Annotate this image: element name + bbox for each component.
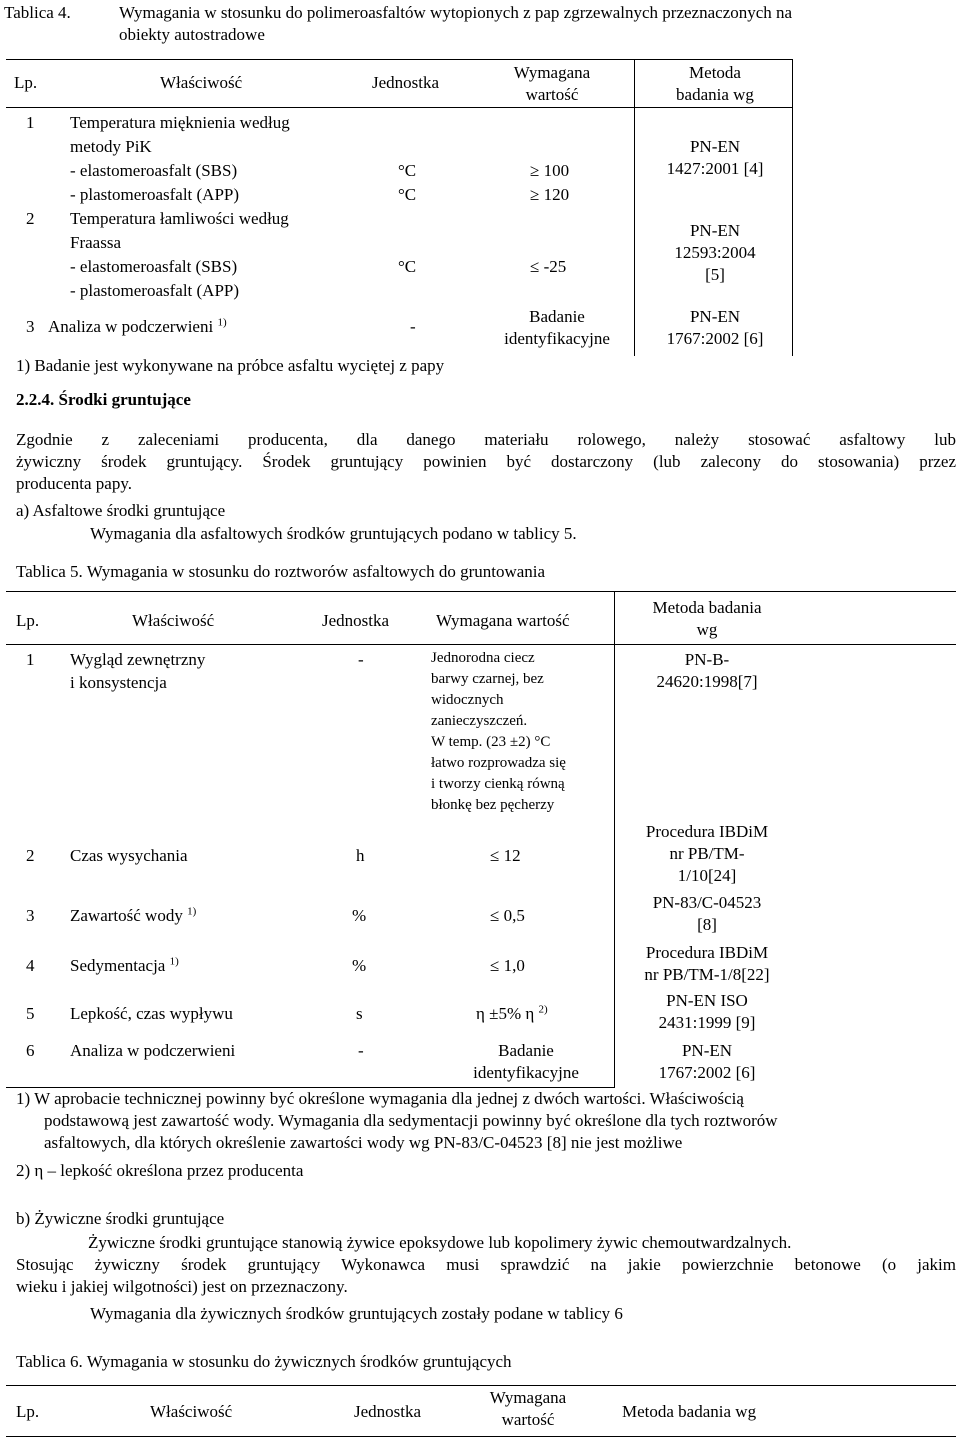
table6-header-rule <box>6 1436 956 1437</box>
table4-row3-num: 3 <box>26 317 35 336</box>
table5-row3-unit: % <box>352 906 367 925</box>
section-intro-paragraph <box>16 429 956 495</box>
table4-footnote: 1) Badanie jest wykonywane na próbce asfaltu wyciętej z papy <box>16 356 445 375</box>
table4-row3-unit: - <box>410 317 416 336</box>
table4-header-method-line1: Metoda <box>689 63 741 82</box>
table4-caption-text-1: Wymagania w stosunku do polimeroasfaltów wytopionych z pap zgrzewalnych przeznaczonych na <box>119 3 793 22</box>
table5-row4-name-text: Sedymentacja <box>70 956 166 975</box>
table5-header-property: Właściwość <box>132 611 215 630</box>
section-para-line-3: producenta papy. <box>16 474 132 493</box>
table4-row1-val-2: ≥ 120 <box>530 185 570 204</box>
table4-row3-method-1: PN-EN <box>689 307 741 326</box>
table5-row4-method-1: Procedura IBDiM <box>645 943 769 962</box>
table6-top-rule <box>6 1385 956 1386</box>
table4-row2-method-2: 12593:2004 <box>674 243 756 262</box>
table6-header-method: Metoda badania wg <box>622 1402 757 1421</box>
table5-header-rule <box>6 644 956 645</box>
table4-row3-value <box>480 306 634 350</box>
table5-row2-req: ≤ 12 <box>490 846 521 865</box>
table4-right-border <box>792 59 793 356</box>
table4-row1-unit-2: °C <box>398 185 417 204</box>
table5-row1-req-line-8: błonkę bez pęcherzy <box>431 797 555 813</box>
table4-row2-val: ≤ -25 <box>530 257 567 276</box>
table4-header-rule <box>6 107 793 108</box>
table4-row1-method-1: PN-EN <box>689 137 741 156</box>
table5-row4-name <box>70 955 179 977</box>
table5-row3-method <box>620 892 794 936</box>
table4-row2-method <box>640 220 790 286</box>
table5-row1-req-line-1: Jednorodna ciecz <box>431 650 535 666</box>
table5-note-1 <box>16 1088 956 1154</box>
table5-row1-name-1: Wygląd zewnętrzny <box>70 650 206 669</box>
subsection-b-line-3: wieku i jakiej wilgotności) jest on przeznaczony. <box>16 1277 348 1296</box>
table5-row3-footnote-mark: 1) <box>187 905 197 918</box>
table4-row3-name-text: Analiza w podczerwieni <box>48 317 214 336</box>
section-heading: 2.2.4. Środki gruntujące <box>16 390 191 409</box>
table4-row2-name-2: Fraassa <box>70 233 121 252</box>
table4-row2-num: 2 <box>26 209 35 228</box>
table5-caption: Tablica 5. Wymagania w stosunku do roztworów asfaltowych do gruntowania <box>16 562 546 581</box>
table5-row1-req-line-2: barwy czarnej, bez <box>431 671 544 687</box>
table4-header-method <box>640 62 790 106</box>
table5-header-method <box>620 597 794 641</box>
table4-row1-name-2: metody PiK <box>70 137 152 156</box>
table5-row6-req-2: identyfikacyjne <box>473 1063 579 1082</box>
table5-row5-method-2: 2431:1999 [9] <box>658 1013 756 1032</box>
table5-row6-name: Analiza w podczerwieni <box>70 1041 236 1060</box>
table5-row2-method <box>620 821 794 887</box>
table5-row1-requirement <box>431 648 611 816</box>
table6-header-req-1: Wymagana <box>489 1388 567 1407</box>
table5-row1-num: 1 <box>26 650 35 669</box>
table5-row5-unit: s <box>356 1004 363 1023</box>
table6-header-unit: Jednostka <box>354 1402 422 1421</box>
table4-top-rule <box>6 59 793 60</box>
table5-row5-method <box>620 990 794 1034</box>
table5-row6-method-1: PN-EN <box>681 1041 733 1060</box>
table4-row1-name-1: Temperatura mięknienia według <box>70 113 290 132</box>
table4-row2-unit: °C <box>398 257 417 276</box>
table4-row3-method <box>640 306 790 350</box>
table5-row4-method-2: nr PB/TM-1/8[22] <box>644 965 770 984</box>
table5-row3-method-2: [8] <box>697 915 717 934</box>
table5-row1-req-line-5: W temp. (23 ±2) °C <box>431 734 551 750</box>
table4-row2-sub-1: - elastomeroasfalt (SBS) <box>70 257 238 276</box>
table4-caption-label: Tablica 4. <box>4 3 71 22</box>
table5-method-divider <box>614 591 615 1088</box>
table5-row5-num: 5 <box>26 1004 35 1023</box>
table5-row4-unit: % <box>352 956 367 975</box>
table4-row1-val-1: ≥ 100 <box>530 161 570 180</box>
table5-note1-line-2: podstawową jest zawartość wody. Wymagania dla sedymentacji powinny być określone dla tych roztworów <box>44 1111 778 1130</box>
table5-row2-unit: h <box>356 846 365 865</box>
section-para-line-1: Zgodnie z zaleceniami producenta, dla danego materiału rolowego, należy stosować asfaltowy lub <box>16 430 956 449</box>
table4-row2-sub-2: - plastomeroasfalt (APP) <box>70 281 240 300</box>
table4-header-method-line2: badania wg <box>676 85 754 104</box>
subsection-b-line-1: Żywiczne środki gruntujące stanowią żywice epoksydowe lub kopolimery żywic chemoutwardzalnych. <box>88 1233 792 1252</box>
table5-row4-footnote-mark: 1) <box>169 955 179 968</box>
table5-row4-req: ≤ 1,0 <box>490 956 525 975</box>
table5-row6-unit: - <box>358 1041 364 1060</box>
table5-row1-req-line-6: łatwo rozprowadza się <box>431 755 566 771</box>
subsection-b-line-2: Stosując żywiczny środek gruntujący Wykonawca musi sprawdzić na jakie powierzchnie betonowe (o jakim <box>16 1255 956 1274</box>
table4-row1-sub-1: - elastomeroasfalt (SBS) <box>70 161 238 180</box>
subsection-b-text: Wymagania dla żywicznych środków gruntujących zostały podane w tablicy 6 <box>90 1304 623 1323</box>
table5-row4-method <box>620 942 794 986</box>
table4-header-property: Właściwość <box>160 73 243 92</box>
table4-header-lp: Lp. <box>14 73 38 92</box>
subsection-a-text: Wymagania dla asfaltowych środków gruntujących podano w tablicy 5. <box>90 524 577 543</box>
table5-row1-name-2: i konsystencja <box>70 673 167 692</box>
section-para-line-2: żywiczny środek gruntujący. Środek gruntujący powinien być dostarczony (lub zalecony do stosowania) przez <box>16 452 956 471</box>
table4-header-unit: Jednostka <box>372 73 440 92</box>
table4-row3-name <box>48 316 227 338</box>
table5-header-requirement: Wymagana wartość <box>436 611 570 630</box>
table5-row6-num: 6 <box>26 1041 35 1060</box>
table5-row5-method-1: PN-EN ISO <box>666 991 748 1010</box>
table5-note-2: 2) η – lepkość określona przez producenta <box>16 1161 304 1180</box>
table4-row1-sub-2: - plastomeroasfalt (APP) <box>70 185 240 204</box>
table5-row3-name <box>70 905 196 927</box>
table5-row1-method <box>620 649 794 693</box>
table5-row1-req-line-7: i tworzy cienką równą <box>431 776 565 792</box>
table5-row5-req-text: η ±5% η <box>476 1004 535 1023</box>
table4-row3-val-2: identyfikacyjne <box>504 329 610 348</box>
table5-row5-name: Lepkość, czas wypływu <box>70 1004 233 1023</box>
table5-row3-num: 3 <box>26 906 35 925</box>
table6-header-req-2: wartość <box>501 1410 555 1429</box>
table5-row6-method <box>620 1040 794 1084</box>
table5-header-unit: Jednostka <box>322 611 390 630</box>
table5-header-method-1: Metoda badania <box>652 598 762 617</box>
table4-row1-num: 1 <box>26 113 35 132</box>
table6-header-requirement <box>468 1387 588 1431</box>
table5-row6-method-2: 1767:2002 [6] <box>658 1063 756 1082</box>
table5-row3-req: ≤ 0,5 <box>490 906 525 925</box>
table5-row1-req-line-4: zanieczyszczeń. <box>431 713 528 729</box>
table5-row1-req-line-3: widocznych <box>431 692 504 708</box>
table5-row2-method-1: Procedura IBDiM <box>645 822 769 841</box>
table4-row3-footnote-mark: 1) <box>217 316 227 329</box>
table6-caption: Tablica 6. Wymagania w stosunku do żywicznych środków gruntujących <box>16 1352 512 1371</box>
table4-row1-method <box>640 136 790 180</box>
table4-header-req-line1: Wymagana <box>513 63 591 82</box>
table5-note1-line-1: 1) W aprobacie technicznej powinny być określone wymagania dla jednej z dwóch wartości. Właściwością <box>16 1089 744 1108</box>
table5-row3-name-text: Zawartość wody <box>70 906 183 925</box>
table4-row3-val-1: Badanie <box>529 307 585 326</box>
table5-row2-method-3: 1/10[24] <box>677 866 737 885</box>
table5-row1-method-2: 24620:1998[7] <box>656 672 758 691</box>
table5-row2-num: 2 <box>26 846 35 865</box>
table4-caption-text-2: obiekty autostradowe <box>119 25 265 44</box>
subsection-a-heading: a) Asfaltowe środki gruntujące <box>16 501 226 520</box>
table4-row2-method-3: [5] <box>705 265 725 284</box>
table4-header-requirement <box>490 62 614 106</box>
table5-row3-method-1: PN-83/C-04523 <box>652 893 762 912</box>
table5-row2-method-2: nr PB/TM- <box>669 844 745 863</box>
table5-row6-req-1: Badanie <box>498 1041 554 1060</box>
table5-row5-footnote-mark: 2) <box>538 1003 548 1016</box>
table5-row4-num: 4 <box>26 956 35 975</box>
table5-top-rule <box>6 591 956 592</box>
table5-row1-method-1: PN-B- <box>684 650 730 669</box>
subsection-b-heading: b) Żywiczne środki gruntujące <box>16 1209 225 1228</box>
table5-row6-req <box>440 1040 612 1084</box>
table4-row2-method-1: PN-EN <box>689 221 741 240</box>
table5-row1-unit: - <box>358 650 364 669</box>
table4-header-req-line2: wartość <box>525 85 579 104</box>
table4-row2-name-1: Temperatura łamliwości według <box>70 209 289 228</box>
table4-method-divider <box>634 59 635 356</box>
table6-header-lp: Lp. <box>16 1402 40 1421</box>
table4-row1-unit-1: °C <box>398 161 417 180</box>
table4-row3-method-2: 1767:2002 [6] <box>666 329 764 348</box>
table4-row1-method-2: 1427:2001 [4] <box>666 159 764 178</box>
table5-row5-req <box>476 1003 548 1025</box>
table6-header-property: Właściwość <box>150 1402 233 1421</box>
table5-header-method-2: wg <box>696 620 718 639</box>
table5-header-lp: Lp. <box>16 611 40 630</box>
table5-note1-line-3: asfaltowych, dla których określenie zawartości wody wg PN-83/C-04523 [8] nie jest możliwe <box>44 1133 683 1152</box>
table5-row2-name: Czas wysychania <box>70 846 188 865</box>
subsection-b-paragraph <box>16 1232 956 1298</box>
